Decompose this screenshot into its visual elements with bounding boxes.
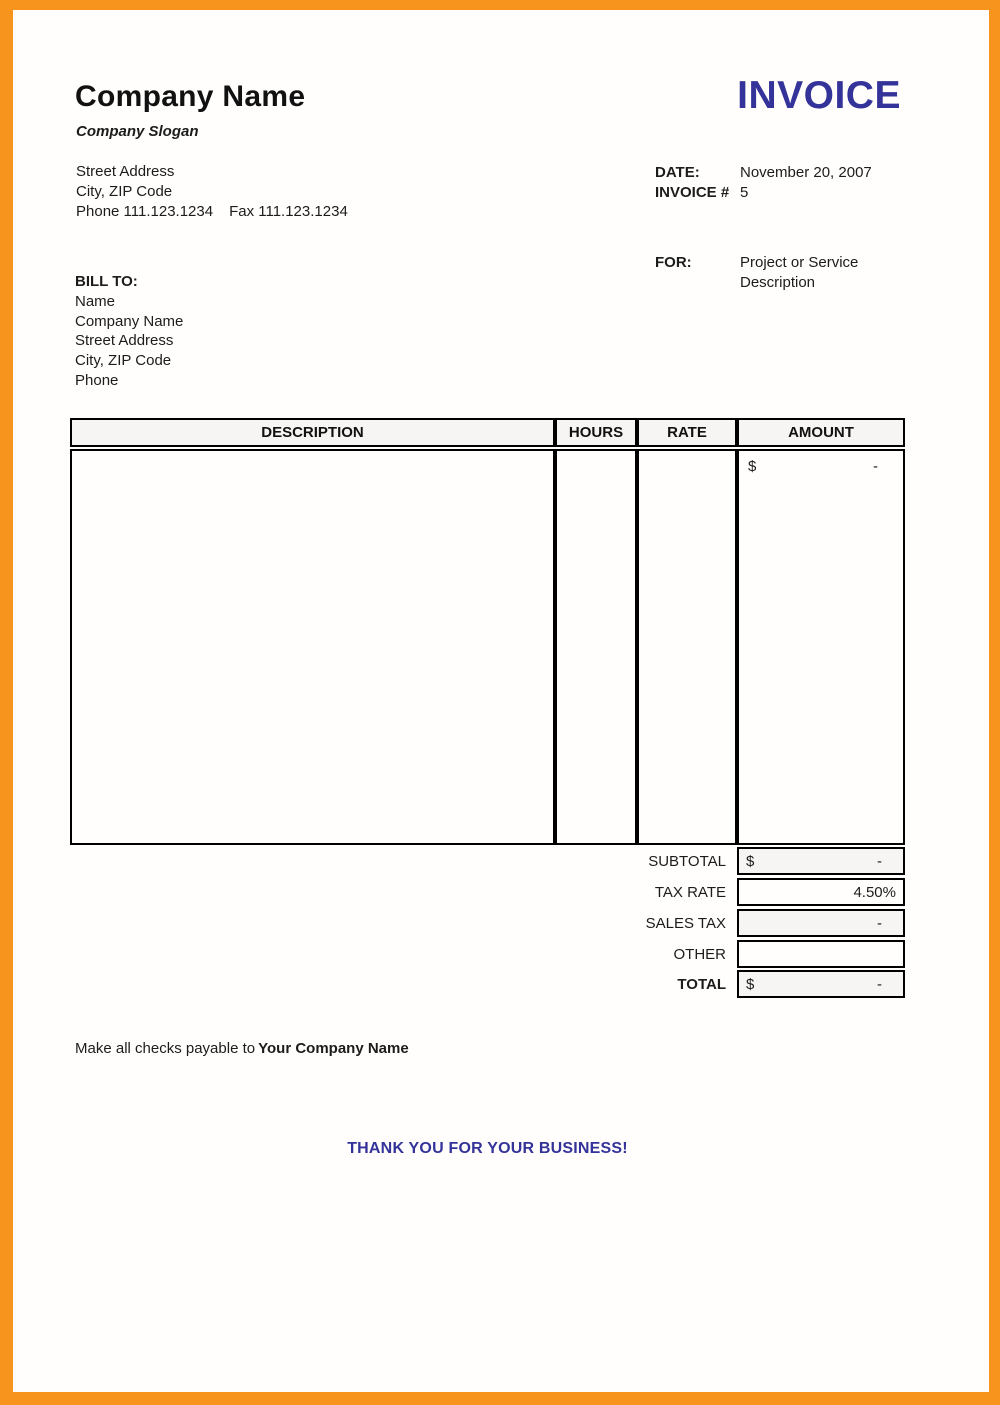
summary-row-sales-tax	[300, 909, 905, 937]
checks-payable-text: Make all checks payable to	[75, 1040, 256, 1057]
summary-row-other	[300, 940, 905, 968]
subtotal-label: SUBTOTAL	[648, 852, 726, 870]
other-value-box	[737, 940, 905, 968]
company-phone: Phone 111.123.1234	[76, 202, 214, 220]
line-items-body	[70, 449, 905, 845]
bill-to-label: BILL TO:	[75, 273, 138, 290]
column-header-amount: AMOUNT	[737, 418, 905, 447]
company-phone-fax	[76, 202, 348, 222]
for-value: Project or Service Description	[740, 254, 859, 291]
for-label: FOR:	[655, 254, 692, 271]
total-value-box	[737, 970, 905, 998]
date-value: November 20, 2007	[740, 164, 872, 181]
invoice-number-value: 5	[740, 183, 749, 201]
total-label: TOTAL	[677, 975, 726, 993]
tax-rate-value: 4.50%	[853, 883, 896, 901]
date-label: DATE:	[655, 164, 700, 181]
bill-to-name: Name	[75, 292, 116, 310]
summary-row-subtotal	[300, 847, 905, 875]
amount-currency-symbol: $	[748, 458, 757, 475]
hours-cell	[555, 449, 637, 845]
bill-to-phone: Phone	[75, 371, 119, 389]
checks-payable-company: Your Company Name	[258, 1040, 409, 1057]
line-items-header	[70, 418, 905, 447]
bill-to-city-zip: City, ZIP Code	[75, 352, 172, 370]
total-value: -	[877, 975, 882, 993]
invoice-number-row	[655, 183, 872, 203]
tax-rate-value-box	[737, 878, 905, 906]
checks-payable-line	[75, 1039, 409, 1059]
subtotal-currency: $	[746, 852, 755, 870]
company-name: Company Name	[75, 80, 306, 113]
for-block	[655, 253, 885, 293]
invoice-number-label: INVOICE #	[655, 183, 730, 201]
subtotal-value-box	[737, 847, 905, 875]
summary-row-total	[300, 970, 905, 998]
column-header-rate: RATE	[637, 418, 737, 447]
company-city-zip: City, ZIP Code	[76, 182, 173, 200]
other-label: OTHER	[673, 945, 726, 963]
amount-value: -	[873, 458, 878, 475]
column-header-description: DESCRIPTION	[70, 418, 555, 447]
company-fax: Fax 111.123.1234	[229, 202, 348, 220]
description-cell	[70, 449, 555, 845]
tax-rate-label: TAX RATE	[654, 883, 726, 901]
line-items-table	[70, 418, 905, 845]
total-currency: $	[746, 975, 755, 993]
sales-tax-value-box	[737, 909, 905, 937]
rate-cell	[637, 449, 737, 845]
amount-cell	[737, 449, 905, 845]
bill-to-company: Company Name	[75, 312, 184, 330]
bill-to-block	[75, 272, 183, 391]
company-slogan: Company Slogan	[76, 123, 199, 140]
subtotal-value: -	[877, 852, 882, 870]
invoice-title: INVOICE	[737, 74, 901, 117]
sales-tax-label: SALES TAX	[645, 914, 726, 932]
invoice-meta	[655, 163, 872, 203]
summary-row-tax-rate	[300, 878, 905, 906]
thank-you-message: THANK YOU FOR YOUR BUSINESS!	[347, 1140, 628, 1157]
sales-tax-value: -	[877, 914, 882, 932]
date-row	[655, 163, 872, 183]
company-address	[76, 162, 348, 221]
company-street: Street Address	[76, 163, 175, 180]
column-header-hours: HOURS	[555, 418, 637, 447]
bill-to-street: Street Address	[75, 332, 174, 350]
